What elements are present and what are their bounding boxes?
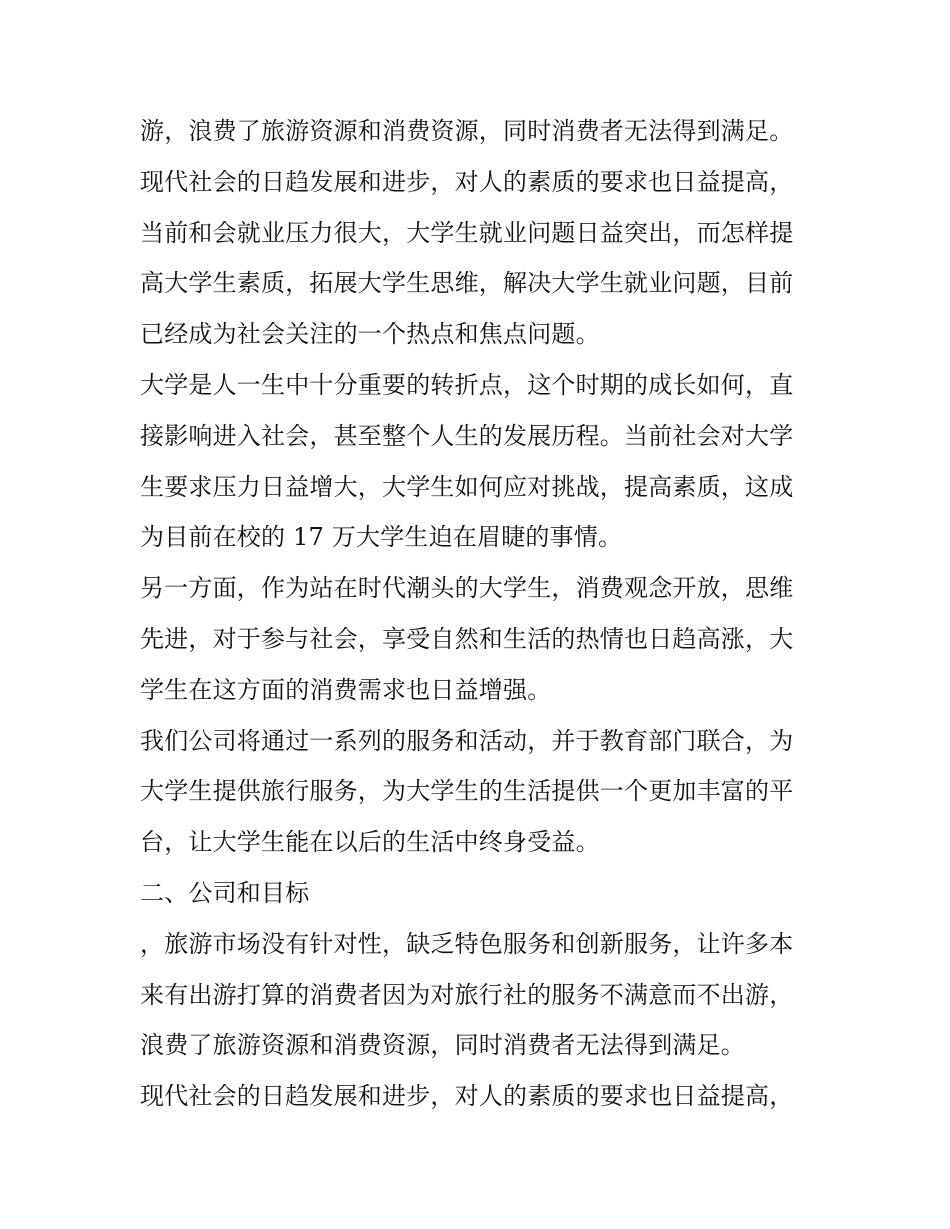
text-line: 现代社会的日趋发展和进步，对人的素质的要求也日益提高，	[140, 167, 794, 196]
text-line: 浪费了旅游资源和消费资源，同时消费者无法得到满足。	[140, 1031, 745, 1060]
text-line: 来有出游打算的消费者因为对旅行社的服务不满意而不出游，	[140, 980, 794, 1009]
text-line: 生要求压力日益增大，大学生如何应对挑战，提高素质，这成	[140, 472, 794, 501]
text-line: 当前和会就业压力很大，大学生就业问题日益突出，而怎样提	[140, 218, 794, 247]
text-line: 现代社会的日趋发展和进步，对人的素质的要求也日益提高，	[140, 1082, 794, 1111]
text-line: 另一方面，作为站在时代潮头的大学生，消费观念开放，思维	[140, 574, 794, 603]
text-line: 接影响进入社会，甚至整个人生的发展历程。当前社会对大学	[140, 421, 794, 450]
text-line: 已经成为社会关注的一个热点和焦点问题。	[140, 320, 600, 349]
text-line: ，旅游市场没有针对性，缺乏特色服务和创新服务，让许多本	[140, 929, 794, 958]
text-line: 大学生提供旅行服务，为大学生的生活提供一个更加丰富的平	[140, 777, 794, 806]
document-body	[140, 106, 820, 1122]
text-line: 学生在这方面的消费需求也日益增强。	[140, 675, 552, 704]
section-heading: 二、公司和目标	[140, 878, 310, 907]
text-line: 高大学生素质，拓展大学生思维，解决大学生就业问题，目前	[140, 269, 794, 298]
text-line: 游，浪费了旅游资源和消费资源，同时消费者无法得到满足。	[140, 117, 794, 145]
text-line: 为目前在校的 17 万大学生迫在眉睫的事情。	[140, 523, 623, 552]
text-line: 台，让大学生能在以后的生活中终身受益。	[140, 828, 600, 857]
text-line: 先进，对于参与社会，享受自然和生活的热情也日趋高涨，大	[140, 624, 794, 653]
text-line: 我们公司将通过一系列的服务和活动，并于教育部门联合，为	[140, 726, 794, 755]
text-line: 大学是人一生中十分重要的转折点，这个时期的成长如何，直	[140, 370, 794, 399]
